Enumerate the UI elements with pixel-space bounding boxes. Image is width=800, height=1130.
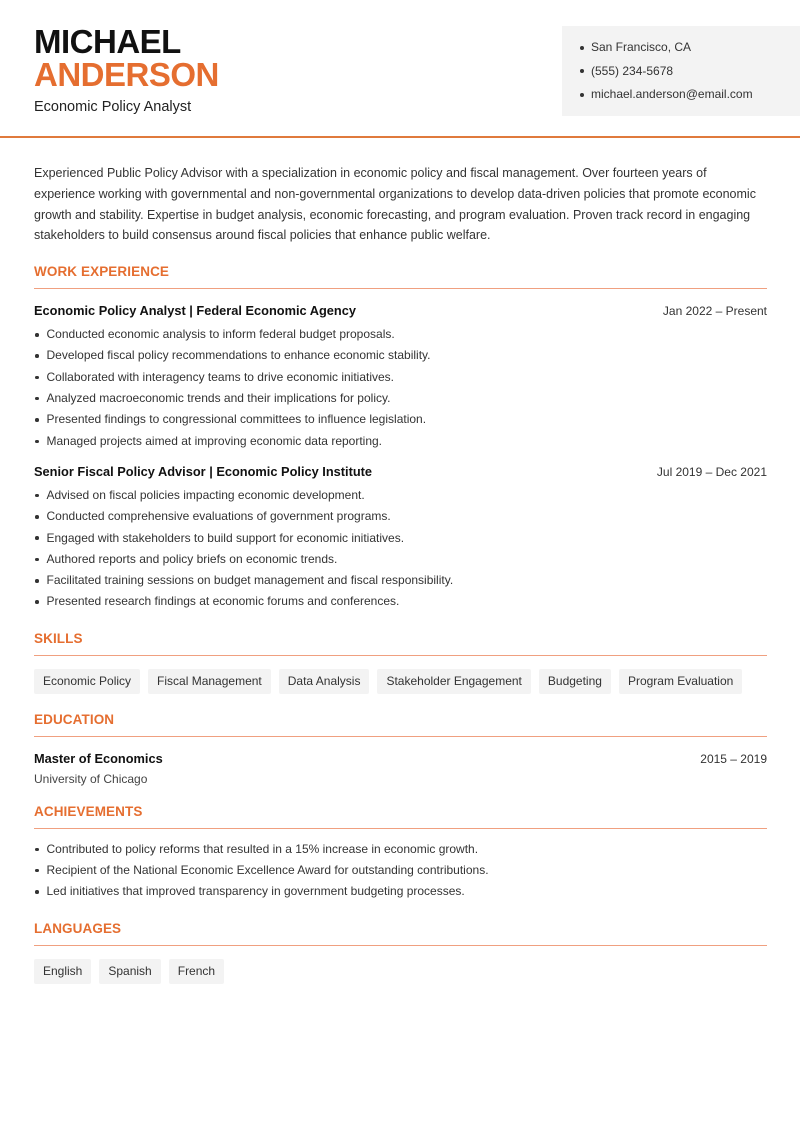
bullet-icon (35, 440, 39, 444)
education-section (34, 712, 767, 786)
last-name: ANDERSON (34, 56, 219, 93)
work-experience-section (34, 264, 767, 613)
bullet-icon (35, 376, 39, 380)
job-title: Economic Policy Analyst (34, 99, 192, 115)
list-item: Conducted economic analysis to inform federal budget proposals. (34, 324, 767, 345)
summary: Experienced Public Policy Advisor with a specialization in economic policy and fiscal management. Over fourteen years of experience working with governmental and non-governmental organizations to develop data-driven policies that promote economic growth and stability. Expertise in budget analysis, economic forecasting, and program evaluation. Proven track record in engaging stakeholders to build consensus around fiscal policies that enhance public welfare. (34, 166, 756, 243)
languages-section (34, 921, 767, 984)
skills-chips (34, 669, 767, 694)
list-item: Recipient of the National Economic Excellence Award for outstanding contributions. (34, 860, 767, 881)
job-role: Economic Policy Analyst | Federal Economic Agency (34, 303, 356, 319)
skill-chip: Fiscal Management (148, 669, 271, 694)
job-entry (34, 464, 767, 613)
job-bullets (34, 485, 767, 613)
bullet-icon (35, 397, 39, 401)
bullet-icon (35, 536, 39, 540)
job-bullets (34, 324, 767, 452)
bullet-icon (35, 890, 39, 894)
contact-location: San Francisco, CA (580, 36, 800, 60)
skill-chip: Data Analysis (279, 669, 370, 694)
job-date: Jan 2022 – Present (662, 304, 767, 319)
bullet-icon (580, 93, 584, 97)
section-title: WORK EXPERIENCE (34, 264, 767, 289)
list-item: Led initiatives that improved transparency in government budgeting processes. (34, 881, 767, 902)
list-item: Authored reports and policy briefs on economic trends. (34, 549, 767, 570)
contact-email: michael.anderson@email.com (580, 83, 800, 107)
list-item: Advised on fiscal policies impacting economic development. (34, 485, 767, 506)
list-item: Presented findings to congressional committees to influence legislation. (34, 409, 767, 430)
bullet-icon (35, 354, 39, 358)
list-item: Contributed to policy reforms that resulted in a 15% increase in economic growth. (34, 839, 767, 860)
achievement-list (34, 839, 767, 903)
skill-chip: Budgeting (539, 669, 611, 694)
job-date: Jul 2019 – Dec 2021 (656, 464, 767, 479)
list-item: Managed projects aimed at improving economic data reporting. (34, 431, 767, 452)
bullet-icon (580, 46, 584, 50)
achievements-section (34, 804, 767, 903)
bullet-icon (35, 558, 39, 562)
bullet-icon (35, 579, 39, 583)
language-chip: Spanish (99, 959, 160, 984)
education-date: 2015 – 2019 (700, 751, 767, 766)
bullet-icon (35, 333, 39, 337)
bullet-icon (35, 869, 39, 873)
job-entry (34, 303, 767, 452)
skill-chip: Economic Policy (34, 669, 140, 694)
list-item: Engaged with stakeholders to build support for economic initiatives. (34, 528, 767, 549)
skill-chip: Stakeholder Engagement (377, 669, 530, 694)
contact-box (562, 26, 800, 116)
bullet-icon (35, 515, 39, 519)
school: University of Chicago (34, 771, 148, 786)
language-chips (34, 959, 767, 984)
list-item: Analyzed macroeconomic trends and their implications for policy. (34, 388, 767, 409)
contact-phone: (555) 234-5678 (580, 60, 800, 84)
section-title: EDUCATION (34, 712, 767, 737)
section-title: SKILLS (34, 631, 767, 656)
degree: Master of Economics (34, 750, 163, 766)
resume-body (34, 163, 767, 984)
list-item: Collaborated with interagency teams to drive economic initiatives. (34, 367, 767, 388)
bullet-icon (35, 600, 39, 604)
resume-header (0, 0, 800, 138)
language-chip: English (34, 959, 91, 984)
list-item: Facilitated training sessions on budget management and fiscal responsibility. (34, 570, 767, 591)
first-name: MICHAEL (34, 23, 181, 60)
skill-chip: Program Evaluation (619, 669, 742, 694)
list-item: Developed fiscal policy recommendations to enhance economic stability. (34, 345, 767, 366)
bullet-icon (35, 848, 39, 852)
education-entry (34, 751, 767, 786)
bullet-icon (580, 69, 584, 73)
bullet-icon (35, 494, 39, 498)
language-chip: French (169, 959, 224, 984)
skills-section (34, 631, 767, 694)
section-title: LANGUAGES (34, 921, 767, 946)
bullet-icon (35, 418, 39, 422)
list-item: Conducted comprehensive evaluations of government programs. (34, 506, 767, 527)
list-item: Presented research findings at economic forums and conferences. (34, 591, 767, 612)
job-role: Senior Fiscal Policy Advisor | Economic Policy Institute (34, 463, 373, 479)
section-title: ACHIEVEMENTS (34, 804, 767, 829)
